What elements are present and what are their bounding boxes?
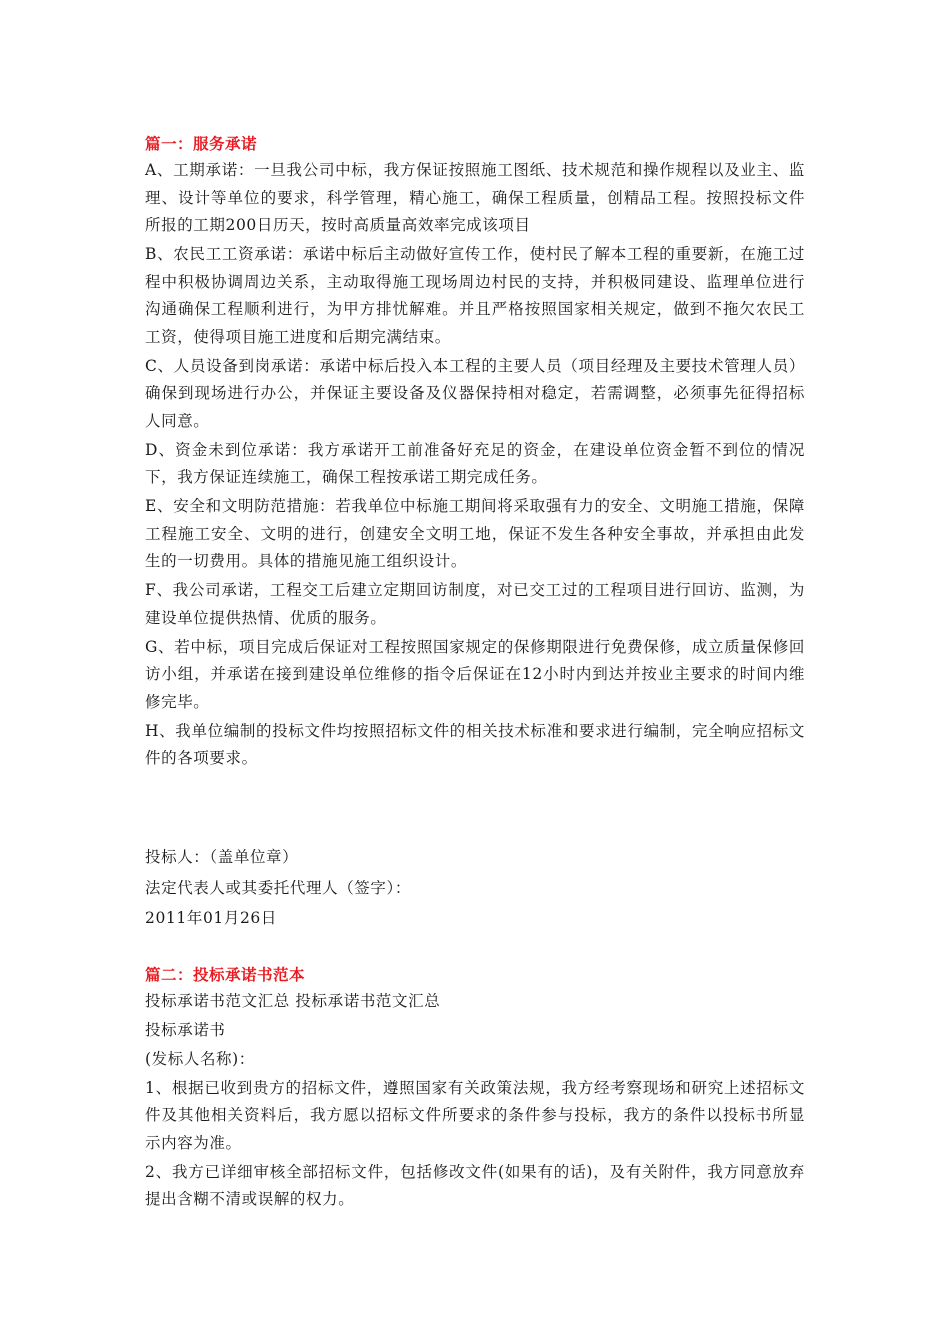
paragraph-b-wages: B、农民工工资承诺：承诺中标后主动做好宣传工作，使村民了解本工程的重要新，在施工过程中积极协调周边关系，主动取得施工现场周边村民的支持，并积极同建设、监理单位进行沟通确保工程顺利进行，为甲方排忧解难。并且严格按照国家相关规定，做到不拖欠农民工工资，使得项目施工进度和后期完满结束。 — [145, 245, 805, 346]
paragraph-addressee: (发标人名称)： — [145, 1049, 255, 1068]
section-heading-bid-commitment-template: 篇二：投标承诺书范本 — [145, 964, 306, 984]
paragraph-d-funding: D、资金未到位承诺：我方承诺开工前准备好充足的资金，在建设单位资金暂不到位的情况下，我方保证连续施工，确保工程按承诺工期完成任务。 — [145, 440, 805, 486]
paragraph-f-follow-up: F、我公司承诺，工程交工后建立定期回访制度，对已交工过的工程项目进行回访、监测，为建设单位提供热情、优质的服务。 — [145, 581, 805, 627]
section-heading-service-commitment: 篇一：服务承诺 — [145, 134, 258, 153]
signature-bidder: 投标人：（盖单位章） — [145, 848, 299, 866]
paragraph-c-personnel: C、人员设备到岗承诺：承诺中标后投入本工程的主要人员（项目经理及主要技术管理人员）确保到现场进行办公，并保证主要设备及仪器保持相对稳定，若需调整，必须事先征得招标人同意。 — [145, 356, 805, 430]
paragraph-a-schedule: A、工期承诺：一旦我公司中标，我方保证按照施工图纸、技术规范和操作规程以及业主、监理、设计等单位的要求，科学管理，精心施工，确保工程质量，创精品工程。按照投标文件所报的工期200日历天，按时高质量高效率完成该项目 — [145, 161, 805, 234]
document-page — [145, 131, 805, 1215]
spacer — [145, 774, 805, 844]
section1-body — [145, 157, 805, 773]
section2-body — [145, 988, 805, 1214]
paragraph-summary-title: 投标承诺书范文汇总 投标承诺书范文汇总 — [145, 991, 441, 1010]
signature-block — [145, 844, 805, 933]
paragraph-g-warranty: G、若中标，项目完成后保证对工程按照国家规定的保修期限进行免费保修，成立质量保修回访小组，并承诺在接到建设单位维修的指令后保证在12小时内到达并按业主要求的时间内维修完毕。 — [145, 637, 805, 711]
signature-representative: 法定代表人或其委托代理人（签字）： — [145, 878, 411, 897]
paragraph-h-compliance: H、我单位编制的投标文件均按照招标文件的相关技术标准和要求进行编制，完全响应招标文件的各项要求。 — [145, 721, 805, 767]
paragraph-item-1: 1、根据已收到贵方的招标文件，遵照国家有关政策法规，我方经考察现场和研究上述招标文件及其他相关资料后，我方愿以招标文件所要求的条件参与投标，我方的条件以投标书所显示内容为准。 — [145, 1078, 805, 1152]
paragraph-item-2: 2、我方已详细审核全部招标文件，包括修改文件(如果有的话)，及有关附件，我方同意放弃提出含糊不清或误解的权力。 — [145, 1162, 805, 1208]
spacer — [145, 936, 805, 962]
paragraph-letter-title: 投标承诺书 — [145, 1020, 226, 1039]
signature-date: 2011年01月26日 — [145, 909, 277, 927]
paragraph-e-safety: E、安全和文明防范措施：若我单位中标施工期间将采取强有力的安全、文明施工措施，保障工程施工安全、文明的进行，创建安全文明工地，保证不发生各种安全事故，并承担由此发生的一切费用。具体的措施见施工组织设计。 — [145, 497, 805, 570]
